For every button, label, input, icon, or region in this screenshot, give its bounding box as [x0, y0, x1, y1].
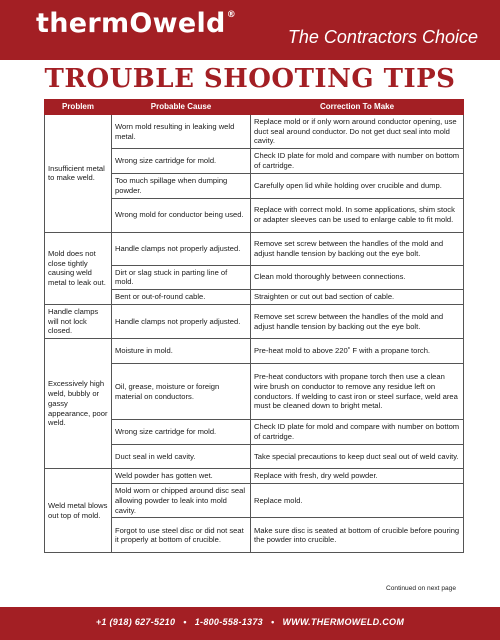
table-row — [45, 232, 464, 265]
cause-cell: Handle clamps not properly adjusted. — [112, 232, 251, 265]
footer-contact — [0, 617, 500, 627]
cause-cell: Bent or out-of-round cable. — [112, 290, 251, 305]
correction-cell: Pre-heat conductors with propane torch then use a clean wire brush on conductor to remove any residue left on conductors. If welding to cast iron or steel surface, weld area must be cleaned down to bright metal. — [251, 364, 464, 420]
correction-cell: Carefully open lid while holding over crucible and dump. — [251, 173, 464, 198]
cause-cell: Handle clamps not properly adjusted. — [112, 305, 251, 339]
correction-cell: Remove set screw between the handles of the mold and adjust handle tension by backing out the eye bolt. — [251, 232, 464, 265]
cause-cell: Mold worn or chipped around disc seal allowing powder to leak into mold cavity. — [112, 484, 251, 518]
trademark-symbol: ® — [226, 10, 236, 20]
footer-bar — [0, 607, 500, 640]
problem-cell: Handle clamps will not lock closed. — [45, 305, 112, 339]
correction-cell: Clean mold thoroughly between connections. — [251, 265, 464, 289]
cause-cell: Wrong size cartridge for mold. — [112, 149, 251, 173]
bullet-separator-icon: • — [183, 617, 187, 627]
tagline: The Contractors Choice — [287, 27, 478, 47]
problem-cell: Insufficient metal to make weld. — [45, 115, 112, 233]
table-row — [45, 469, 464, 484]
correction-cell: Replace mold or if only worn around conductor opening, use duct seal around conductor. Do not get duct seal into mold cavity. — [251, 115, 464, 149]
problem-cell: Excessively high weld, bubbly or gassy appearance, poor weld. — [45, 339, 112, 469]
problem-cell: Mold does not close tightly causing weld metal to leak out. — [45, 232, 112, 304]
header-bar — [0, 0, 500, 60]
bullet-separator-icon: • — [270, 617, 275, 627]
correction-cell: Replace mold. — [251, 484, 464, 518]
correction-cell: Check ID plate for mold and compare with number on bottom of cartridge. — [251, 149, 464, 173]
cause-cell: Worn mold resulting in leaking weld metal. — [112, 115, 251, 149]
cause-cell: Wrong mold for conductor being used. — [112, 198, 251, 232]
correction-cell: Replace with fresh, dry weld powder. — [251, 469, 464, 484]
column-header-cause: Probable Cause — [112, 100, 251, 115]
cause-cell: Weld powder has gotten wet. — [112, 469, 251, 484]
phone-number-2: 1-800-558-1373 — [194, 617, 263, 627]
brand-logo — [36, 8, 236, 39]
table-row — [45, 115, 464, 149]
correction-cell: Replace with correct mold. In some applications, shim stock or adapter sleeves can be used to enlarge cable to fit mold. — [251, 198, 464, 232]
trouble-shooting-table — [44, 99, 464, 553]
website-link[interactable]: WWW.THERMOWELD.COM — [282, 617, 405, 627]
correction-cell: Straighten or cut out bad section of cable. — [251, 290, 464, 305]
table-row — [45, 305, 464, 339]
cause-cell: Forgot to use steel disc or did not seat it properly at bottom of crucible. — [112, 518, 251, 553]
table-row — [45, 339, 464, 364]
cause-cell: Oil, grease, moisture or foreign material on conductors. — [112, 364, 251, 420]
page-title: TROUBLE SHOOTING TIPS — [44, 64, 456, 94]
column-header-problem: Problem — [45, 100, 112, 115]
continued-note: Continued on next page — [385, 585, 456, 592]
correction-cell: Take special precautions to keep duct seal out of weld cavity. — [251, 445, 464, 469]
cause-cell: Moisture in mold. — [112, 339, 251, 364]
correction-cell: Make sure disc is seated at bottom of crucible before pouring the powder into crucible. — [251, 518, 464, 553]
cause-cell: Duct seal in weld cavity. — [112, 445, 251, 469]
logo-text: thermOweld — [36, 8, 226, 39]
phone-number-1: +1 (918) 627-5210 — [95, 617, 176, 627]
table-header-row — [45, 100, 464, 115]
problem-cell: Weld metal blows out top of mold. — [45, 469, 112, 553]
cause-cell: Too much spillage when dumping powder. — [112, 173, 251, 198]
correction-cell: Pre-heat mold to above 220˚ F with a propane torch. — [251, 339, 464, 364]
cause-cell: Dirt or slag stuck in parting line of mold. — [112, 265, 251, 289]
column-header-correction: Correction To Make — [251, 100, 464, 115]
correction-cell: Remove set screw between the handles of the mold and adjust handle tension by backing out the eye bolt. — [251, 305, 464, 339]
cause-cell: Wrong size cartridge for mold. — [112, 420, 251, 445]
correction-cell: Check ID plate for mold and compare with number on bottom of cartridge. — [251, 420, 464, 445]
